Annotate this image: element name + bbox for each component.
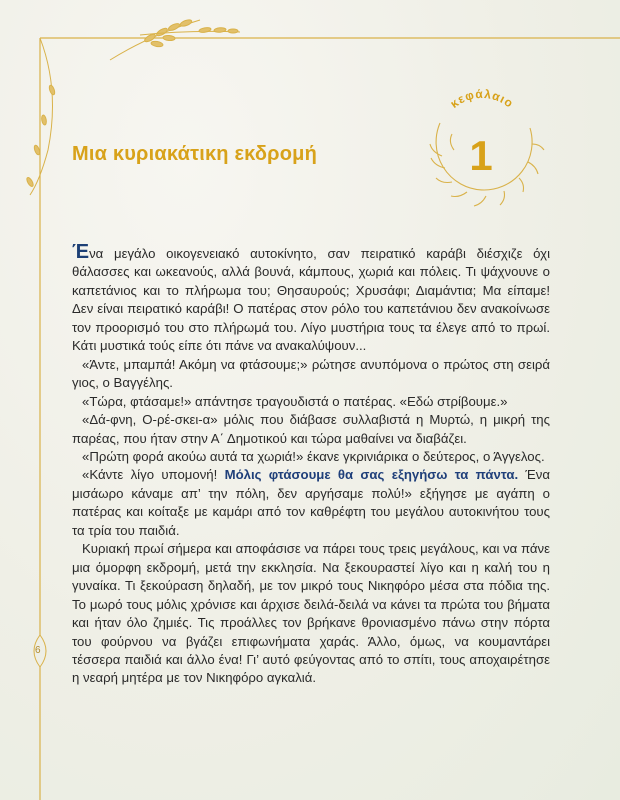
paragraph: «Δά-φνη, Ο-ρέ-σκει-α» μόλις που διάβασε συλλαβιστά η Μυρτώ, η μικρή της παρέας, που ήταν στην Α΄ Δημοτικού και τώρα μαθαίνει να διαβάζει. xyxy=(72,412,550,446)
paragraph: «Πρώτη φορά ακούω αυτά τα χωριά!» έκανε γκρινιάρικα ο δεύτερος, ο Άγγελος. xyxy=(82,448,545,464)
paragraph: «Τώρα, φτάσαμε!» απάντησε τραγουδιστά ο πατέρας. «Εδώ στρίβουμε.» xyxy=(82,393,508,409)
chapter-label-text: κεφάλαιο xyxy=(447,86,517,111)
chapter-label xyxy=(447,87,516,111)
paragraph: Κυριακή πρωί σήμερα και αποφάσισε να πάρει τους τρεις μεγάλους, και να πάνε μια όμορφη εκδρομή, μετά την εκκλησία. Να ξεκουραστεί λίγο και η καλή του η γυναίκα. Τι ξεκούραση δηλαδή, με τον μικρό τους Νικηφόρο μέσα στα πόδια της. Το μωρό τους μόλις χρόνισε και άρχισε δειλά-δειλά να κάνει τα πρώτα του βήματα και ήταν όλο ζημιές. Τις προάλλες τον βρήκανε θρονιασμένο πάνω στην πόρτα του φούρνου να βγάζει επιφωνήματα χαράς. Άλλο, όμως, να κουμαντάρει τέσσερα παιδιά και άλλο ένα! Γι’ αυτό φεύγοντας από το σπίτι, τους αποχαιρέτησε η νεαρή μητέρα με τον Νικηφόρο αγκαλιά. xyxy=(72,541,550,686)
paragraph xyxy=(72,466,550,540)
page-number: 6 xyxy=(35,645,41,656)
chapter-body xyxy=(72,241,550,688)
chapter-wreath xyxy=(412,78,550,216)
paragraph xyxy=(72,241,550,356)
paragraph-text: Ένα μισάωρο κάναμε απ’ την πόλη, δεν αργήσαμε πολύ!» εξήγησε με αγάπη ο πατέρας και κοίταξε με καμάρι από τον καθρέφτη του μεγάλου αυτοκινήτου τους τα τρία του παιδιά. xyxy=(72,467,550,538)
paragraph-text: να μεγάλο οικογενειακό αυτοκίνητο, σαν πειρατικό καράβι διέσχιζε όχι θάλασσες και ωκεανούς, αλλά βουνά, κάμπους, χωριά και πόλεις. Τι ψάχνουνε ο καπετάνιος και το πλήρωμα του; Θησαυρούς; Χρυσάφι; Διαμάντια; Μα είπαμε! Δεν είναι πειρατικό καράβι! Ο πατέρας στον ρόλο του καπετάνιου δεν ανακοίνωσε τον προορισμό του στο πλήρωμά του. Λίγο μυστήρια τους τα έλεγε από το πρωί. Κάτι μυστικά τούς είπε ότι πάνε να ανακαλύψουν... xyxy=(72,246,550,354)
chapter-number: 1 xyxy=(469,132,493,179)
drop-cap: Έ xyxy=(72,241,90,263)
wheat-ornament-icon xyxy=(26,19,240,195)
emphasized-text: Μόλις φτάσουμε θα σας εξηγήσω τα πάντα. xyxy=(224,467,519,483)
paragraph: «Άντε, μπαμπά! Ακόμη να φτάσουμε;» ρώτησε ανυπόμονα ο πρώτος στη σειρά γιος, ο Βαγγέλης. xyxy=(72,356,550,391)
paragraph-text: «Κάντε λίγο υπομονή! xyxy=(82,467,225,483)
chapter-title: Μια κυριακάτικη εκδρομή xyxy=(72,143,318,165)
